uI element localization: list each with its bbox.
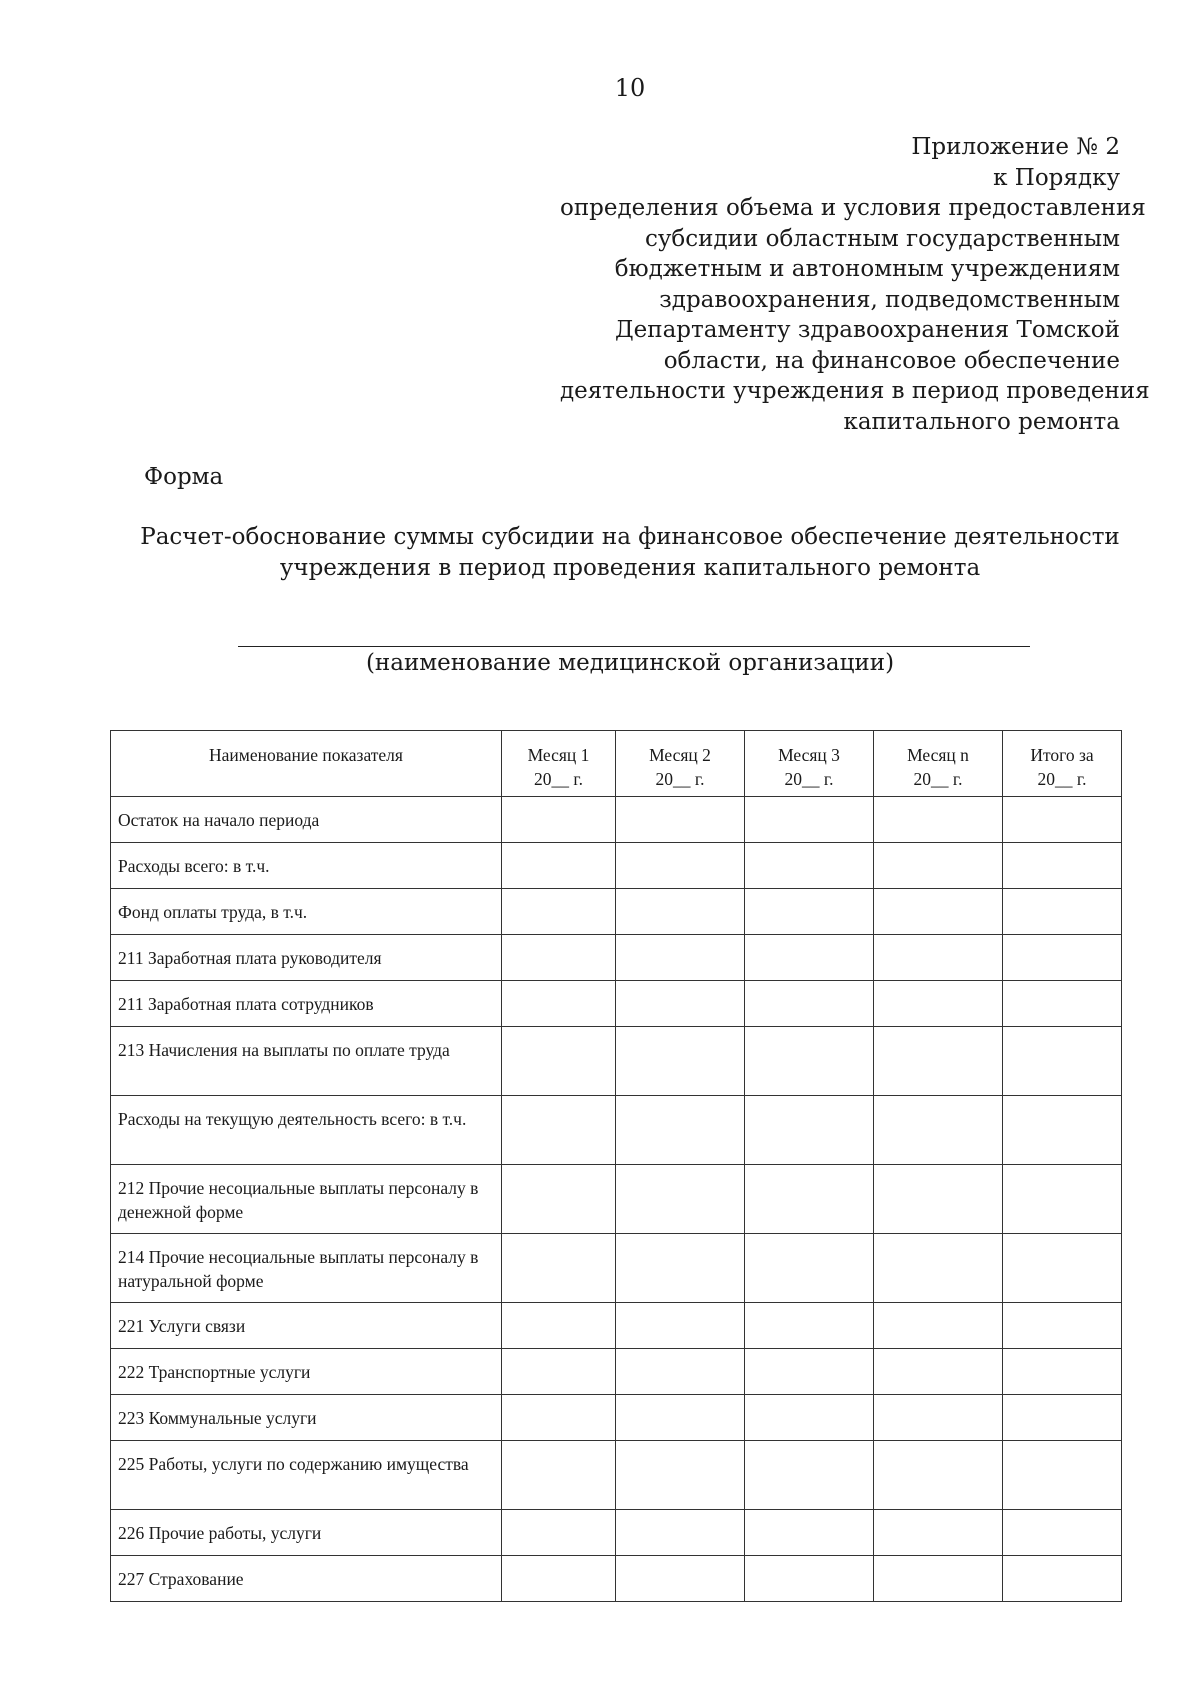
value-cell[interactable] [1003, 1556, 1122, 1602]
document-title [120, 522, 1140, 584]
value-cell[interactable] [1003, 889, 1122, 935]
table-row [111, 843, 1122, 889]
appendix-line: области, на финансовое обеспечение [663, 347, 1120, 374]
row-label: 211 Заработная плата руководителя [111, 935, 502, 981]
value-cell[interactable] [1003, 1441, 1122, 1510]
value-cell[interactable] [502, 935, 616, 981]
value-cell[interactable] [1003, 1096, 1122, 1165]
value-cell[interactable] [874, 1395, 1003, 1441]
header-text: Итого за [1030, 745, 1094, 765]
value-cell[interactable] [502, 1027, 616, 1096]
value-cell[interactable] [745, 843, 874, 889]
header-total [1003, 731, 1122, 797]
value-cell[interactable] [745, 1165, 874, 1234]
appendix-line: определения объема и условия предоставления [560, 195, 1146, 221]
value-cell[interactable] [616, 1395, 745, 1441]
header-text: Месяц 2 [649, 745, 711, 765]
row-label: 226 Прочие работы, услуги [111, 1510, 502, 1556]
value-cell[interactable] [874, 1165, 1003, 1234]
table-row [111, 1096, 1122, 1165]
value-cell[interactable] [502, 1165, 616, 1234]
value-cell[interactable] [502, 1556, 616, 1602]
value-cell[interactable] [502, 1441, 616, 1510]
value-cell[interactable] [745, 1441, 874, 1510]
value-cell[interactable] [745, 1556, 874, 1602]
header-year: 20__ г. [534, 769, 583, 789]
title-line: учреждения в период проведения капитального ремонта [279, 555, 981, 581]
appendix-line: капитального ремонта [843, 408, 1120, 435]
row-label: 225 Работы, услуги по содержанию имущества [111, 1441, 502, 1510]
value-cell[interactable] [874, 1441, 1003, 1510]
value-cell[interactable] [616, 1234, 745, 1303]
appendix-line: Департаменту здравоохранения Томской [614, 317, 1120, 343]
value-cell[interactable] [745, 889, 874, 935]
value-cell[interactable] [616, 1303, 745, 1349]
header-text: Месяц 3 [778, 745, 840, 765]
value-cell[interactable] [745, 1303, 874, 1349]
header-month-1 [502, 731, 616, 797]
row-label: 212 Прочие несоциальные выплаты персоналу в денежной форме [111, 1165, 502, 1234]
value-cell[interactable] [1003, 1165, 1122, 1234]
header-month-3 [745, 731, 874, 797]
value-cell[interactable] [874, 1349, 1003, 1395]
table-row [111, 1556, 1122, 1602]
organization-name-field[interactable] [238, 646, 1030, 647]
table-row [111, 1303, 1122, 1349]
value-cell[interactable] [616, 1349, 745, 1395]
value-cell[interactable] [745, 1096, 874, 1165]
form-label: Форма [144, 464, 224, 490]
row-label: 227 Страхование [111, 1556, 502, 1602]
header-text: Наименование показателя [209, 745, 403, 765]
table-row [111, 1510, 1122, 1556]
row-label: Расходы всего: в т.ч. [111, 843, 502, 889]
value-cell[interactable] [502, 1234, 616, 1303]
appendix-line: здравоохранения, подведомственным [659, 286, 1120, 313]
header-year: 20__ г. [1037, 769, 1087, 789]
table-header-row [111, 731, 1122, 797]
value-cell[interactable] [502, 889, 616, 935]
table-row [111, 1165, 1122, 1234]
value-cell[interactable] [745, 797, 874, 843]
row-label: 214 Прочие несоциальные выплаты персоналу в натуральной форме [111, 1234, 502, 1303]
header-text: Месяц 1 [527, 745, 590, 765]
value-cell[interactable] [1003, 1349, 1122, 1395]
value-cell[interactable] [874, 889, 1003, 935]
header-year: 20__ г. [913, 769, 963, 789]
organization-caption: (наименование медицинской организации) [365, 650, 895, 676]
value-cell[interactable] [502, 981, 616, 1027]
value-cell[interactable] [874, 843, 1003, 889]
value-cell[interactable] [745, 1349, 874, 1395]
header-text: Месяц n [907, 745, 969, 765]
appendix-line: Приложение № 2 [911, 134, 1120, 160]
value-cell[interactable] [1003, 1303, 1122, 1349]
value-cell[interactable] [616, 889, 745, 935]
value-cell[interactable] [616, 935, 745, 981]
table-row [111, 797, 1122, 843]
value-cell[interactable] [745, 1027, 874, 1096]
value-cell[interactable] [874, 1234, 1003, 1303]
value-cell[interactable] [1003, 797, 1122, 843]
table-row [111, 889, 1122, 935]
value-cell[interactable] [616, 797, 745, 843]
appendix-line: субсидии областным государственным [645, 225, 1120, 252]
value-cell[interactable] [502, 843, 616, 889]
value-cell[interactable] [745, 1510, 874, 1556]
value-cell[interactable] [745, 1234, 874, 1303]
value-cell[interactable] [502, 1510, 616, 1556]
value-cell[interactable] [874, 1510, 1003, 1556]
value-cell[interactable] [616, 1556, 745, 1602]
value-cell[interactable] [1003, 981, 1122, 1027]
value-cell[interactable] [616, 1096, 745, 1165]
value-cell[interactable] [616, 843, 745, 889]
value-cell[interactable] [745, 981, 874, 1027]
table-row [111, 1349, 1122, 1395]
table-row [111, 1027, 1122, 1096]
value-cell[interactable] [874, 797, 1003, 843]
value-cell[interactable] [616, 981, 745, 1027]
table-row [111, 1441, 1122, 1510]
row-label: 211 Заработная плата сотрудников [111, 981, 502, 1027]
row-label: Остаток на начало периода [111, 797, 502, 843]
row-label: Расходы на текущую деятельность всего: в т.ч. [111, 1096, 502, 1165]
value-cell[interactable] [874, 1556, 1003, 1602]
value-cell[interactable] [1003, 935, 1122, 981]
value-cell[interactable] [745, 1395, 874, 1441]
row-label: 213 Начисления на выплаты по оплате труда [111, 1027, 502, 1096]
value-cell[interactable] [616, 1510, 745, 1556]
header-month-2 [616, 731, 745, 797]
row-label: 221 Услуги связи [111, 1303, 502, 1349]
header-year: 20__ г. [784, 769, 834, 789]
appendix-header [560, 132, 1150, 437]
page-number: 10 [614, 74, 646, 102]
appendix-line: к Порядку [993, 164, 1120, 191]
value-cell[interactable] [874, 1027, 1003, 1096]
value-cell[interactable] [874, 1303, 1003, 1349]
value-cell[interactable] [874, 981, 1003, 1027]
table-row [111, 981, 1122, 1027]
value-cell[interactable] [874, 1096, 1003, 1165]
value-cell[interactable] [502, 1349, 616, 1395]
value-cell[interactable] [874, 935, 1003, 981]
table-row [111, 1234, 1122, 1303]
appendix-line: бюджетным и автономным учреждениям [614, 256, 1120, 282]
row-label: 222 Транспортные услуги [111, 1349, 502, 1395]
value-cell[interactable] [502, 1096, 616, 1165]
row-label: Фонд оплаты труда, в т.ч. [111, 889, 502, 935]
row-label: 223 Коммунальные услуги [111, 1395, 502, 1441]
value-cell[interactable] [616, 1027, 745, 1096]
appendix-line: деятельности учреждения в период проведения [560, 378, 1150, 404]
value-cell[interactable] [1003, 1510, 1122, 1556]
value-cell[interactable] [616, 1165, 745, 1234]
value-cell[interactable] [1003, 1234, 1122, 1303]
header-month-n [874, 731, 1003, 797]
table-row [111, 935, 1122, 981]
value-cell[interactable] [745, 935, 874, 981]
header-indicator-name [111, 731, 502, 797]
value-cell[interactable] [502, 1395, 616, 1441]
value-cell[interactable] [502, 797, 616, 843]
header-year: 20__ г. [655, 769, 705, 789]
value-cell[interactable] [502, 1303, 616, 1349]
table-row [111, 1395, 1122, 1441]
calculation-table [110, 730, 1122, 1602]
value-cell[interactable] [1003, 1027, 1122, 1096]
value-cell[interactable] [616, 1441, 745, 1510]
value-cell[interactable] [1003, 1395, 1122, 1441]
title-line: Расчет-обоснование суммы субсидии на финансовое обеспечение деятельности [140, 524, 1120, 550]
value-cell[interactable] [1003, 843, 1122, 889]
